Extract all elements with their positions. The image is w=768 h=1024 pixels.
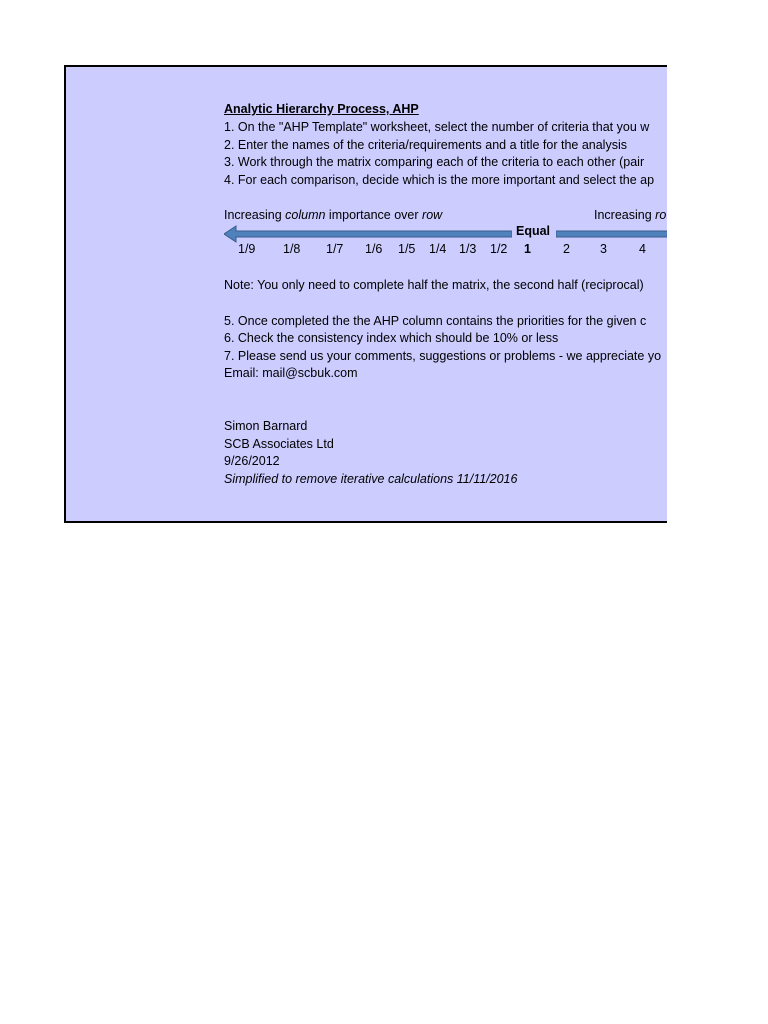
scale-left-prefix: Increasing (224, 208, 286, 222)
step-7: 7. Please send us your comments, suggestions or problems - we appreciate yo (224, 349, 662, 363)
scale-value: 1/4 (429, 242, 447, 256)
scale-right-emphasis: ro (655, 208, 667, 222)
step-3: 3. Work through the matrix comparing each of the criteria to each other (pair (224, 155, 645, 169)
scale-value: 1/7 (326, 242, 344, 256)
author-company: SCB Associates Ltd (224, 437, 334, 451)
scale-value: 1/5 (398, 242, 416, 256)
scale-left-emphasis-row: row (422, 208, 443, 222)
scale-value: 1/8 (283, 242, 301, 256)
scale-left-middle: importance over (325, 208, 423, 222)
scale-value: 2 (563, 242, 570, 256)
scale-value: 1/6 (365, 242, 383, 256)
email-line: Email: mail@scbuk.com (224, 366, 358, 380)
step-5: 5. Once completed the the AHP column contains the priorities for the given c (224, 314, 647, 328)
scale-right-prefix: Increasing (594, 208, 656, 222)
instruction-panel (64, 65, 667, 523)
revision-note: Simplified to remove iterative calculations 11/11/2016 (224, 472, 518, 486)
scale-left-emphasis-column: column (285, 208, 326, 222)
left-arrow-icon (224, 225, 512, 243)
author-name: Simon Barnard (224, 419, 308, 433)
step-4: 4. For each comparison, decide which is the more important and select the ap (224, 173, 655, 187)
scale-right-caption (594, 207, 666, 223)
right-arrow-icon (556, 225, 667, 243)
page-title: Analytic Hierarchy Process, AHP (224, 102, 419, 116)
note-text: Note: You only need to complete half the matrix, the second half (reciprocal) (224, 278, 644, 292)
equal-label: Equal (516, 224, 551, 238)
scale-value-equal: 1 (524, 242, 531, 256)
scale-value: 4 (639, 242, 646, 256)
scale-value: 1/2 (490, 242, 508, 256)
author-date: 9/26/2012 (224, 454, 280, 468)
scale-value: 3 (600, 242, 607, 256)
scale-value: 1/9 (238, 242, 256, 256)
step-1: 1. On the "AHP Template" worksheet, select the number of criteria that you w (224, 120, 650, 134)
step-2: 2. Enter the names of the criteria/requirements and a title for the analysis (224, 138, 627, 152)
step-6: 6. Check the consistency index which should be 10% or less (224, 331, 559, 345)
scale-value: 1/3 (459, 242, 477, 256)
scale-left-caption (224, 207, 442, 223)
